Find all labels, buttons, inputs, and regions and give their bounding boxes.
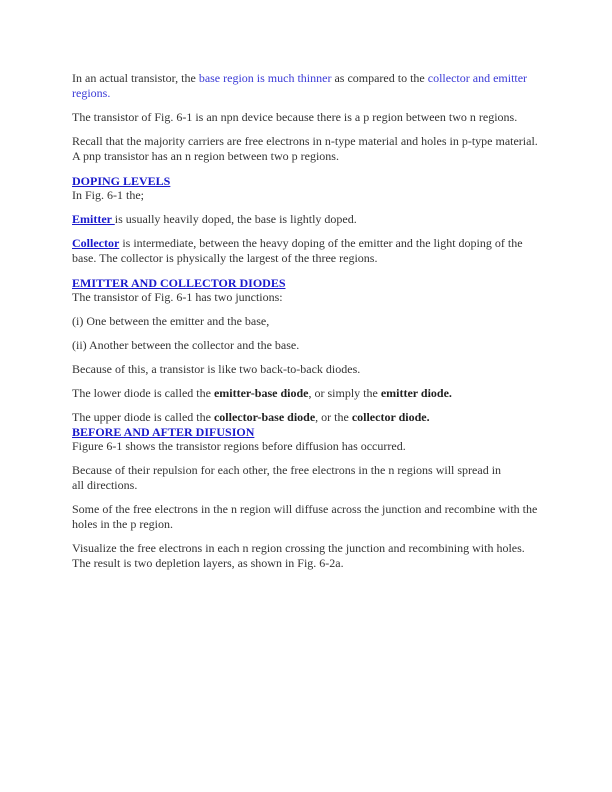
heading-before-after-diffusion[interactable]: BEFORE AND AFTER DIFUSION <box>72 425 255 439</box>
text: , or the <box>315 410 352 424</box>
carriers-paragraph: Recall that the majority carriers are free electrons in n-type material and holes in p-type material. A pnp transistor has an n region between two p regions. <box>72 134 538 163</box>
highlight-base-region: base region is much thinner <box>198 71 332 85</box>
text: The lower diode is called the <box>72 386 214 400</box>
bold-term: emitter-base diode <box>213 386 309 400</box>
doping-intro: In Fig. 6-1 the; <box>72 188 144 202</box>
diodes-intro: The transistor of Fig. 6-1 has two junctions: <box>72 290 283 304</box>
collector-link[interactable]: Collector <box>72 236 120 250</box>
heading-emitter-collector-diodes[interactable]: EMITTER AND COLLECTOR DIODES <box>72 276 286 290</box>
emitter-link[interactable]: Emitter <box>72 212 115 226</box>
junction-item-2: (ii) Another between the collector and the base. <box>72 338 300 352</box>
bold-term: collector diode. <box>351 410 430 424</box>
diffusion-p3: Some of the free electrons in the n region will diffuse across the junction and recombine with the holes in the p region. <box>72 502 538 531</box>
back-to-back-paragraph: Because of this, a transistor is like two back-to-back diodes. <box>72 362 361 376</box>
text: as compared to the <box>331 71 428 85</box>
lower-diode-paragraph <box>72 386 542 401</box>
upper-diode-paragraph <box>72 410 542 425</box>
diffusion-p4: Visualize the free electrons in each n region crossing the junction and recombining with holes. The result is two depletion layers, as shown in Fig. 6-2a. <box>72 541 525 570</box>
text: is usually heavily doped, the base is lightly doped. <box>114 212 357 226</box>
highlight-collector-emitter: collector and emitter regions. <box>72 71 528 100</box>
emitter-paragraph <box>72 212 542 227</box>
text: , or simply the <box>308 386 381 400</box>
bold-term: emitter diode. <box>380 386 452 400</box>
diffusion-p1: Figure 6-1 shows the transistor regions before diffusion has occurred. <box>72 439 406 453</box>
junction-item-1: (i) One between the emitter and the base, <box>72 314 270 328</box>
text: The upper diode is called the <box>72 410 214 424</box>
diffusion-p2: Because of their repulsion for each other, the free electrons in the n regions will spread in all directions. <box>72 463 502 492</box>
npn-paragraph: The transistor of Fig. 6-1 is an npn device because there is a p region between two n regions. <box>72 110 518 124</box>
document-page <box>72 71 542 571</box>
bold-term: collector-base diode <box>213 410 316 424</box>
intro-paragraph <box>72 71 542 101</box>
collector-paragraph <box>72 236 542 266</box>
text: is intermediate, between the heavy doping of the emitter and the light doping of the base. The collector is physically the largest of the three regions. <box>72 236 523 265</box>
text: In an actual transistor, the <box>72 71 199 85</box>
heading-doping-levels[interactable]: DOPING LEVELS <box>72 174 171 188</box>
